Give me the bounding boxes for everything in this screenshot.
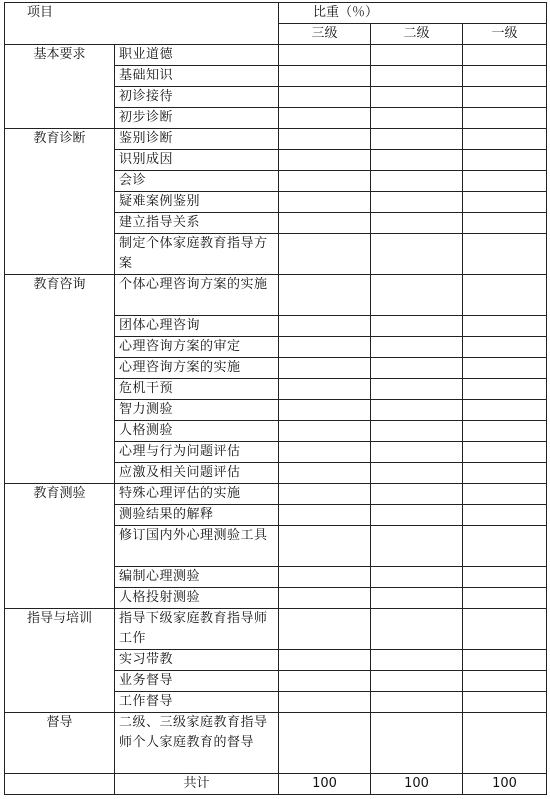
entry-cell: 实习带教 bbox=[115, 650, 279, 671]
header-row-top bbox=[5, 3, 547, 24]
value-cell bbox=[463, 171, 547, 192]
value-cell bbox=[279, 129, 371, 150]
value-cell bbox=[279, 87, 371, 108]
value-cell bbox=[371, 400, 463, 421]
value-cell bbox=[463, 400, 547, 421]
value-cell bbox=[279, 150, 371, 171]
value-cell bbox=[463, 337, 547, 358]
value-cell bbox=[279, 526, 371, 567]
entry-cell: 修订国内外心理测验工具 bbox=[115, 526, 279, 567]
value-cell bbox=[463, 275, 547, 316]
category-cell: 教育咨询 bbox=[5, 275, 115, 484]
value-cell bbox=[279, 337, 371, 358]
value-cell bbox=[279, 213, 371, 234]
value-cell bbox=[463, 671, 547, 692]
entry-cell: 测验结果的解释 bbox=[115, 505, 279, 526]
entry-cell: 二级、三级家庭教育指导师个人家庭教育的督导 bbox=[115, 713, 279, 774]
entry-cell: 建立指导关系 bbox=[115, 213, 279, 234]
entry-cell: 特殊心理评估的实施 bbox=[115, 484, 279, 505]
value-cell bbox=[371, 87, 463, 108]
table-row bbox=[5, 129, 547, 150]
category-cell: 基本要求 bbox=[5, 45, 115, 129]
value-cell bbox=[463, 421, 547, 442]
header-item-label: 项目 bbox=[5, 3, 279, 45]
entry-cell: 人格测验 bbox=[115, 421, 279, 442]
entry-cell: 基础知识 bbox=[115, 66, 279, 87]
value-cell bbox=[371, 358, 463, 379]
total-value-three: 100 bbox=[279, 774, 371, 795]
entry-cell: 个体心理咨询方案的实施 bbox=[115, 275, 279, 316]
entry-cell: 职业道德 bbox=[115, 45, 279, 66]
value-cell bbox=[279, 171, 371, 192]
value-cell bbox=[371, 150, 463, 171]
value-cell bbox=[463, 213, 547, 234]
value-cell bbox=[463, 192, 547, 213]
value-cell bbox=[371, 108, 463, 129]
table-row bbox=[5, 713, 547, 774]
value-cell bbox=[463, 358, 547, 379]
entry-cell: 心理咨询方案的实施 bbox=[115, 358, 279, 379]
value-cell bbox=[463, 484, 547, 505]
value-cell bbox=[279, 713, 371, 774]
value-cell bbox=[371, 609, 463, 650]
value-cell bbox=[279, 316, 371, 337]
value-cell bbox=[279, 66, 371, 87]
total-value-one: 100 bbox=[463, 774, 547, 795]
value-cell bbox=[279, 234, 371, 275]
total-value-two: 100 bbox=[371, 774, 463, 795]
category-cell: 教育测验 bbox=[5, 484, 115, 609]
entry-cell: 心理咨询方案的审定 bbox=[115, 337, 279, 358]
value-cell bbox=[371, 526, 463, 567]
entry-cell: 团体心理咨询 bbox=[115, 316, 279, 337]
value-cell bbox=[463, 526, 547, 567]
weight-table bbox=[4, 2, 547, 795]
value-cell bbox=[279, 609, 371, 650]
value-cell bbox=[463, 588, 547, 609]
entry-cell: 智力测验 bbox=[115, 400, 279, 421]
value-cell bbox=[463, 87, 547, 108]
value-cell bbox=[463, 609, 547, 650]
value-cell bbox=[279, 484, 371, 505]
value-cell bbox=[463, 316, 547, 337]
value-cell bbox=[463, 150, 547, 171]
value-cell bbox=[279, 442, 371, 463]
value-cell bbox=[279, 692, 371, 713]
value-cell bbox=[279, 463, 371, 484]
total-label: 共计 bbox=[115, 774, 279, 795]
entry-cell: 危机干预 bbox=[115, 379, 279, 400]
value-cell bbox=[371, 234, 463, 275]
value-cell bbox=[371, 671, 463, 692]
value-cell bbox=[371, 442, 463, 463]
entry-cell: 心理与行为问题评估 bbox=[115, 442, 279, 463]
value-cell bbox=[463, 713, 547, 774]
header-level-two: 二级 bbox=[371, 24, 463, 45]
value-cell bbox=[371, 213, 463, 234]
header-level-one: 一级 bbox=[463, 24, 547, 45]
value-cell bbox=[279, 650, 371, 671]
value-cell bbox=[463, 567, 547, 588]
entry-cell: 制定个体家庭教育指导方案 bbox=[115, 234, 279, 275]
value-cell bbox=[279, 192, 371, 213]
value-cell bbox=[371, 379, 463, 400]
value-cell bbox=[371, 337, 463, 358]
value-cell bbox=[371, 129, 463, 150]
entry-cell: 识别成因 bbox=[115, 150, 279, 171]
header-ratio-label: 比重（％） bbox=[279, 3, 547, 24]
header-level-three: 三级 bbox=[279, 24, 371, 45]
value-cell bbox=[463, 379, 547, 400]
value-cell bbox=[371, 463, 463, 484]
table-header bbox=[5, 3, 547, 45]
value-cell bbox=[279, 671, 371, 692]
value-cell bbox=[463, 505, 547, 526]
value-cell bbox=[463, 66, 547, 87]
value-cell bbox=[279, 588, 371, 609]
entry-cell: 疑难案例鉴别 bbox=[115, 192, 279, 213]
value-cell bbox=[463, 692, 547, 713]
value-cell bbox=[279, 400, 371, 421]
value-cell bbox=[463, 650, 547, 671]
value-cell bbox=[279, 567, 371, 588]
value-cell bbox=[371, 66, 463, 87]
value-cell bbox=[371, 567, 463, 588]
entry-cell: 初诊接待 bbox=[115, 87, 279, 108]
entry-cell: 业务督导 bbox=[115, 671, 279, 692]
value-cell bbox=[371, 316, 463, 337]
value-cell bbox=[279, 379, 371, 400]
entry-cell: 编制心理测验 bbox=[115, 567, 279, 588]
value-cell bbox=[371, 484, 463, 505]
table-row bbox=[5, 275, 547, 316]
value-cell bbox=[463, 234, 547, 275]
value-cell bbox=[463, 129, 547, 150]
value-cell bbox=[371, 275, 463, 316]
value-cell bbox=[371, 45, 463, 66]
category-cell: 指导与培训 bbox=[5, 609, 115, 713]
value-cell bbox=[371, 421, 463, 442]
entry-cell: 工作督导 bbox=[115, 692, 279, 713]
value-cell bbox=[279, 275, 371, 316]
value-cell bbox=[371, 692, 463, 713]
entry-cell: 初步诊断 bbox=[115, 108, 279, 129]
value-cell bbox=[279, 421, 371, 442]
table-row bbox=[5, 609, 547, 650]
entry-cell: 会诊 bbox=[115, 171, 279, 192]
category-cell: 督导 bbox=[5, 713, 115, 774]
value-cell bbox=[279, 358, 371, 379]
value-cell bbox=[463, 108, 547, 129]
value-cell bbox=[463, 463, 547, 484]
table-row bbox=[5, 45, 547, 66]
value-cell bbox=[279, 505, 371, 526]
value-cell bbox=[371, 713, 463, 774]
value-cell bbox=[279, 45, 371, 66]
value-cell bbox=[371, 171, 463, 192]
value-cell bbox=[371, 650, 463, 671]
value-cell bbox=[371, 588, 463, 609]
category-cell: 教育诊断 bbox=[5, 129, 115, 275]
value-cell bbox=[371, 192, 463, 213]
total-empty-cell bbox=[5, 774, 115, 795]
entry-cell: 鉴别诊断 bbox=[115, 129, 279, 150]
table-row bbox=[5, 484, 547, 505]
table-footer bbox=[5, 774, 547, 795]
value-cell bbox=[279, 108, 371, 129]
entry-cell: 指导下级家庭教育指导师工作 bbox=[115, 609, 279, 650]
value-cell bbox=[463, 45, 547, 66]
table-body bbox=[5, 45, 547, 774]
entry-cell: 应激及相关问题评估 bbox=[115, 463, 279, 484]
value-cell bbox=[371, 505, 463, 526]
value-cell bbox=[463, 442, 547, 463]
entry-cell: 人格投射测验 bbox=[115, 588, 279, 609]
total-row bbox=[5, 774, 547, 795]
